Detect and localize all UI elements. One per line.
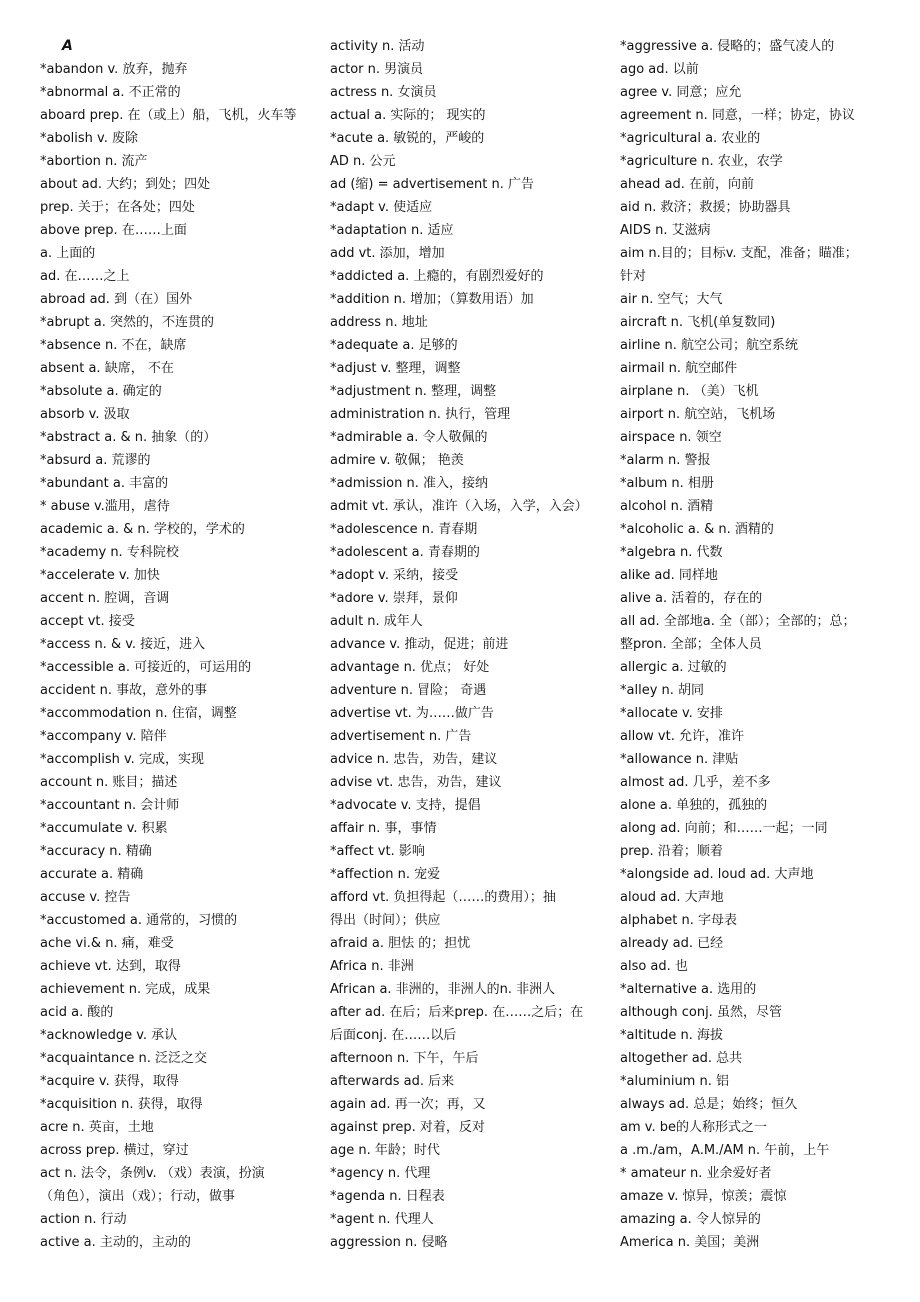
vocab-entry: along ad. 向前；和……一起；一同 (620, 821, 828, 836)
vocab-entry: advice n. 忠告，劝告，建议 (330, 752, 498, 767)
vocab-entry: afraid a. 胆怯 的；担忧 (330, 936, 471, 951)
vocab-entry: *acute a. 敏锐的，严峻的 (330, 131, 485, 146)
vocab-entry: alive a. 活着的，存在的 (620, 591, 763, 606)
vocab-entry: * abuse v.滥用，虐待 (40, 499, 170, 514)
vocab-entry: a. 上面的 (40, 246, 96, 261)
vocab-entry: although conj. 虽然，尽管 (620, 1005, 782, 1020)
vocab-entry: *adjust v. 整理，调整 (330, 361, 461, 376)
vocab-entry: *access n. & v. 接近，进入 (40, 637, 206, 652)
vocab-entry: afford vt. 负担得起（……的费用）；抽 (330, 890, 556, 905)
vocab-entry: after ad. 在后；后来prep. 在……之后；在 (330, 1005, 584, 1020)
vocab-entry: *abandon v. 放弃，抛弃 (40, 62, 188, 77)
vocab-entry: ache vi.& n. 痛，难受 (40, 936, 174, 951)
section-letter: A (62, 38, 73, 54)
vocab-entry: *addition n. 增加；（算数用语）加 (330, 292, 534, 307)
vocab-entry: absent a. 缺席， 不在 (40, 361, 174, 376)
vocab-entry: *accustomed a. 通常的，习惯的 (40, 913, 238, 928)
vocab-entry: already ad. 已经 (620, 936, 724, 951)
vocab-entry: airport n. 航空站，飞机场 (620, 407, 776, 422)
vocab-entry: always ad. 总是；始终；恒久 (620, 1097, 798, 1112)
vocab-entry: against prep. 对着，反对 (330, 1120, 485, 1135)
vocab-entry: achievement n. 完成，成果 (40, 982, 211, 997)
vocab-entry: *aluminium n. 铝 (620, 1074, 729, 1089)
vocab-entry: 针对 (620, 269, 647, 284)
vocab-entry: *alcoholic a. & n. 酒精的 (620, 522, 774, 537)
vocab-entry: （角色），演出（戏）；行动，做事 (40, 1189, 236, 1204)
vocab-entry: age n. 年龄；时代 (330, 1143, 440, 1158)
vocab-entry: absorb v. 汲取 (40, 407, 130, 422)
vocab-entry: agree v. 同意；应允 (620, 85, 742, 100)
vocab-entry: add vt. 添加，增加 (330, 246, 445, 261)
vocab-entry: action n. 行动 (40, 1212, 127, 1227)
vocab-entry: *abnormal a. 不正常的 (40, 85, 181, 100)
vocab-entry: aggression n. 侵略 (330, 1235, 448, 1250)
vocab-entry: *acknowledge v. 承认 (40, 1028, 178, 1043)
vocab-entry: 后面conj. 在……以后 (330, 1028, 457, 1043)
vocab-entry: about ad. 大约；到处；四处 (40, 177, 211, 192)
vocab-entry: above prep. 在……上面 (40, 223, 187, 238)
vocab-entry: air n. 空气；大气 (620, 292, 723, 307)
column-2 (330, 35, 606, 1254)
vocab-entry: altogether ad. 总共 (620, 1051, 743, 1066)
vocab-entry: *alongside ad. loud ad. 大声地 (620, 867, 814, 882)
vocab-entry: *admission n. 准入，接纳 (330, 476, 488, 491)
vocab-entry: adult n. 成年人 (330, 614, 423, 629)
vocab-entry: *accuracy n. 精确 (40, 844, 152, 859)
vocab-entry: aircraft n. 飞机(单复数同) (620, 315, 776, 330)
vocab-entry: *adaptation n. 适应 (330, 223, 454, 238)
vocab-entry: all ad. 全部地a. 全（部）；全部的；总； (620, 614, 856, 629)
vocab-entry: accurate a. 精确 (40, 867, 144, 882)
vocab-entry: *academy n. 专科院校 (40, 545, 179, 560)
vocab-entry: *agenda n. 日程表 (330, 1189, 445, 1204)
vocab-entry: *altitude n. 海拔 (620, 1028, 724, 1043)
vocab-entry: address n. 地址 (330, 315, 428, 330)
vocab-entry: agreement n. 同意，一样；协定，协议 (620, 108, 855, 123)
vocab-entry: administration n. 执行，管理 (330, 407, 511, 422)
vocab-entry: a .m./am，A.M./AM n. 午前，上午 (620, 1143, 830, 1158)
vocab-entry: *allowance n. 津贴 (620, 752, 739, 767)
vocab-entry: *absence n. 不在，缺席 (40, 338, 187, 353)
vocab-entry: prep. 关于；在各处；四处 (40, 200, 195, 215)
vocab-entry: *album n. 相册 (620, 476, 714, 491)
vocab-entry: activity n. 活动 (330, 39, 425, 54)
vocab-entry: *accomplish v. 完成，实现 (40, 752, 204, 767)
vocab-entry: act n. 法令，条例v. （戏）表演，扮演 (40, 1166, 265, 1181)
vocab-entry: amazing a. 令人惊异的 (620, 1212, 761, 1227)
vocab-entry: alphabet n. 字母表 (620, 913, 738, 928)
vocab-entry: Africa n. 非洲 (330, 959, 414, 974)
vocab-entry: *agent n. 代理人 (330, 1212, 434, 1227)
vocab-entry: *accelerate v. 加快 (40, 568, 160, 583)
vocab-entry: acre n. 英亩，土地 (40, 1120, 154, 1135)
vocab-entry: ago ad. 以前 (620, 62, 699, 77)
vocab-entry: 得出（时间）；供应 (330, 913, 441, 928)
vocab-entry: *alternative a. 选用的 (620, 982, 757, 997)
vocab-entry: allow vt. 允许，准许 (620, 729, 744, 744)
vocab-entry: acid a. 酸的 (40, 1005, 114, 1020)
vocab-entry: also ad. 也 (620, 959, 688, 974)
vocab-entry: actual a. 实际的； 现实的 (330, 108, 486, 123)
vocab-entry: *adolescent a. 青春期的 (330, 545, 480, 560)
vocab-entry: accept vt. 接受 (40, 614, 135, 629)
vocab-entry: *allocate v. 安排 (620, 706, 723, 721)
vocab-entry: *alley n. 胡同 (620, 683, 705, 698)
vocab-entry: advantage n. 优点； 好处 (330, 660, 490, 675)
vocab-entry: *absolute a. 确定的 (40, 384, 162, 399)
vocab-entry: advance v. 推动，促进；前进 (330, 637, 509, 652)
vocab-entry: AD n. 公元 (330, 154, 396, 169)
vocab-entry: *affect vt. 影响 (330, 844, 425, 859)
vocab-entry: *abolish v. 废除 (40, 131, 138, 146)
vocab-entry: *adore v. 崇拜，景仰 (330, 591, 458, 606)
vocab-entry: *acquaintance n. 泛泛之交 (40, 1051, 208, 1066)
vocab-entry: alcohol n. 酒精 (620, 499, 714, 514)
vocab-entry: *accommodation n. 住宿，调整 (40, 706, 237, 721)
vocab-entry: *abstract a. & n. 抽象（的） (40, 430, 217, 445)
vocab-entry: ad. 在……之上 (40, 269, 130, 284)
vocab-entry: advertise vt. 为……做广告 (330, 706, 494, 721)
vocab-entry: advise vt. 忠告，劝告，建议 (330, 775, 502, 790)
vocab-entry: amaze v. 惊异，惊羡；震惊 (620, 1189, 787, 1204)
vocab-entry: * amateur n. 业余爱好者 (620, 1166, 772, 1181)
vocab-entry: accent n. 腔调，音调 (40, 591, 170, 606)
vocab-entry: am v. be的人称形式之一 (620, 1120, 767, 1135)
vocab-entry: *accessible a. 可接近的，可运用的 (40, 660, 252, 675)
vocab-entry: *agricultural a. 农业的 (620, 131, 761, 146)
vocab-entry: African a. 非洲的，非洲人的n. 非洲人 (330, 982, 556, 997)
vocab-entry: *abortion n. 流产 (40, 154, 148, 169)
vocab-entry: airplane n. （美）飞机 (620, 384, 759, 399)
vocab-entry: actress n. 女演员 (330, 85, 437, 100)
vocab-entry: ahead ad. 在前，向前 (620, 177, 755, 192)
column-1 (40, 35, 316, 1254)
vocab-entry: afterwards ad. 后来 (330, 1074, 455, 1089)
vocab-entry: *abrupt a. 突然的，不连贯的 (40, 315, 215, 330)
vocab-entry: ad (缩) = advertisement n. 广告 (330, 177, 535, 192)
vocab-entry: academic a. & n. 学校的，学术的 (40, 522, 245, 537)
vocab-entry: airspace n. 领空 (620, 430, 722, 445)
vocab-entry: *abundant a. 丰富的 (40, 476, 169, 491)
vocab-entry: airmail n. 航空邮件 (620, 361, 738, 376)
vocab-entry: *addicted a. 上瘾的，有剧烈爱好的 (330, 269, 544, 284)
vocab-entry: AIDS n. 艾滋病 (620, 223, 711, 238)
vocab-entry: aim n.目的；目标v. 支配，准备；瞄准； (620, 246, 858, 261)
vocab-entry: *aggressive a. 侵略的；盛气凌人的 (620, 39, 835, 54)
vocab-entry: *accompany v. 陪伴 (40, 729, 167, 744)
vocab-entry: *agriculture n. 农业，农学 (620, 154, 783, 169)
vocab-entry: *adapt v. 使适应 (330, 200, 433, 215)
vocab-entry: adventure n. 冒险； 奇遇 (330, 683, 487, 698)
vocab-entry: aloud ad. 大声地 (620, 890, 724, 905)
vocab-entry: *acquire v. 获得，取得 (40, 1074, 179, 1089)
vocab-entry: accuse v. 控告 (40, 890, 131, 905)
vocab-entry: *affection n. 宠爱 (330, 867, 441, 882)
vocab-entry: alike ad. 同样地 (620, 568, 718, 583)
vocab-entry: *adolescence n. 青春期 (330, 522, 478, 537)
vocab-entry: almost ad. 几乎，差不多 (620, 775, 771, 790)
vocab-entry: advertisement n. 广告 (330, 729, 472, 744)
vocab-entry: *algebra n. 代数 (620, 545, 723, 560)
vocab-entry: prep. 沿着；顺着 (620, 844, 723, 859)
vocab-entry: *agency n. 代理 (330, 1166, 431, 1181)
vocab-entry: 整pron. 全部；全体人员 (620, 637, 762, 652)
vocab-entry: *adequate a. 足够的 (330, 338, 458, 353)
vocab-entry: admire v. 敬佩； 艳羡 (330, 453, 464, 468)
vocab-entry: *adjustment n. 整理，调整 (330, 384, 497, 399)
vocab-entry: alone a. 单独的，孤独的 (620, 798, 768, 813)
vocab-entry: aboard prep. 在（或上）船，飞机，火车等 (40, 108, 297, 123)
vocab-entry: achieve vt. 达到，取得 (40, 959, 181, 974)
vocab-entry: airline n. 航空公司；航空系统 (620, 338, 799, 353)
vocab-entry: America n. 美国；美洲 (620, 1235, 760, 1250)
vocab-entry: admit vt. 承认，准许（入场，入学，入会） (330, 499, 588, 514)
vocab-entry: aid n. 救济；救援；协助器具 (620, 200, 791, 215)
vocab-entry: *accumulate v. 积累 (40, 821, 168, 836)
vocab-entry: again ad. 再一次；再，又 (330, 1097, 486, 1112)
vocab-entry: allergic a. 过敏的 (620, 660, 727, 675)
vocab-entry: actor n. 男演员 (330, 62, 424, 77)
vocab-entry: account n. 账目；描述 (40, 775, 178, 790)
column-3 (620, 35, 896, 1254)
vocab-entry: *adopt v. 采纳，接受 (330, 568, 459, 583)
vocab-entry: active a. 主动的，主动的 (40, 1235, 191, 1250)
vocab-entry: affair n. 事，事情 (330, 821, 437, 836)
vocab-entry: across prep. 横过，穿过 (40, 1143, 189, 1158)
vocab-entry: *admirable a. 令人敬佩的 (330, 430, 488, 445)
vocab-entry: abroad ad. 到（在）国外 (40, 292, 193, 307)
vocab-entry: *alarm n. 警报 (620, 453, 711, 468)
vocab-entry: accident n. 事故，意外的事 (40, 683, 208, 698)
vocab-entry: *absurd a. 荒谬的 (40, 453, 151, 468)
vocab-entry: *acquisition n. 获得，取得 (40, 1097, 203, 1112)
vocab-entry: afternoon n. 下午，午后 (330, 1051, 479, 1066)
vocab-entry: *accountant n. 会计师 (40, 798, 180, 813)
vocab-entry: *advocate v. 支持，提倡 (330, 798, 481, 813)
